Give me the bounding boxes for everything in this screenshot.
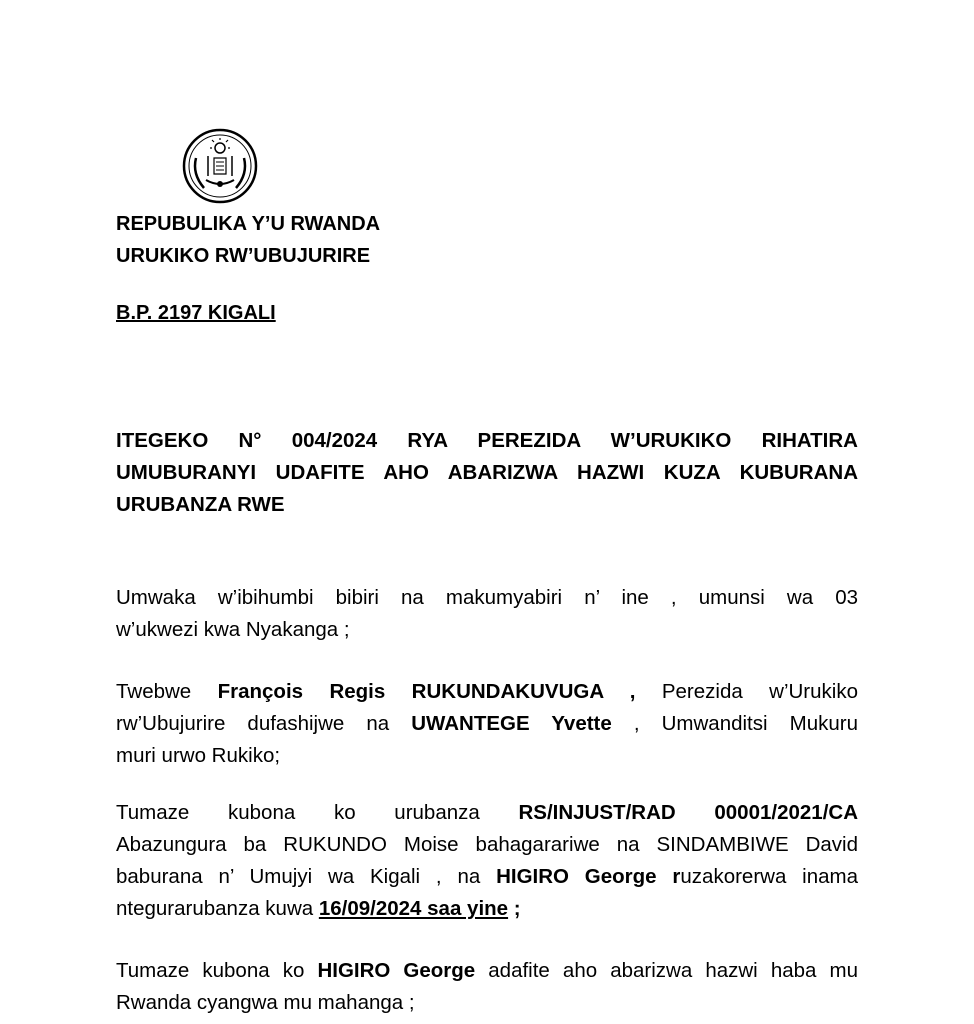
absence-paragraph — [116, 955, 858, 1019]
text-run: Twebwe — [116, 680, 218, 703]
text-run: Perezida w’Urukiko — [635, 680, 858, 703]
hearing-date: 16/09/2024 saa yine — [318, 897, 509, 920]
text-run: ntegurarubanza kuwa — [116, 897, 319, 920]
text-run: baburana n’ Umujyi wa Kigali , na — [116, 865, 497, 888]
case-paragraph — [116, 797, 858, 925]
registrar-name: UWANTEGE Yvette — [411, 712, 612, 735]
paragraph-line — [116, 676, 858, 708]
text-run: adafite aho abarizwa hazwi haba mu — [475, 959, 858, 982]
paragraph-line — [116, 708, 858, 740]
text-run: uzakorerwa inama — [680, 865, 859, 888]
paragraph-line — [116, 955, 858, 987]
paragraph-line — [116, 861, 858, 893]
paragraph-line: w’ukwezi kwa Nyakanga ; — [116, 618, 350, 641]
text-run: Tumaze kubona ko — [116, 959, 318, 982]
party-name: HIGIRO George — [317, 959, 476, 982]
text-run: ; — [508, 897, 521, 920]
text-run: Tumaze kubona ko urubanza — [116, 801, 519, 824]
paragraph-line: Rwanda cyangwa mu mahanga ; — [116, 991, 415, 1014]
court-heading: URUKIKO RW’UBUJURIRE — [116, 245, 371, 267]
president-paragraph — [116, 676, 858, 772]
order-title-line-1: ITEGEKO N° 004/2024 RYA PEREZIDA W’URUKIKO RIHATIRA — [116, 429, 858, 452]
paragraph-line: Abazungura ba RUKUNDO Moise bahagarariwe na SINDAMBIWE David — [116, 833, 858, 856]
date-paragraph — [116, 582, 858, 646]
po-box-address: B.P. 2197 KIGALI — [116, 302, 276, 324]
paragraph-line: muri urwo Rukiko; — [116, 744, 281, 767]
party-name: HIGIRO George r — [496, 865, 681, 888]
paragraph-line: Umwaka w’ibihumbi bibiri na makumyabiri n’ ine , umunsi wa 03 — [116, 586, 858, 609]
text-run: rw’Ubujurire dufashijwe na — [116, 712, 412, 735]
order-title — [116, 425, 858, 521]
president-name: François Regis RUKUNDAKUVUGA , — [217, 680, 636, 703]
rwanda-coat-of-arms-seal — [182, 128, 258, 204]
paragraph-line — [116, 893, 858, 925]
case-number: RS/INJUST/RAD 00001/2021/CA — [518, 801, 858, 824]
paragraph-line — [116, 797, 858, 829]
order-title-line-3: URUBANZA RWE — [116, 493, 285, 516]
text-run: , Umwanditsi Mukuru — [611, 712, 858, 735]
order-title-line-2: UMUBURANYI UDAFITE AHO ABARIZWA HAZWI KUZA KUBURANA — [116, 461, 858, 484]
republic-heading: REPUBULIKA Y’U RWANDA — [116, 213, 381, 235]
